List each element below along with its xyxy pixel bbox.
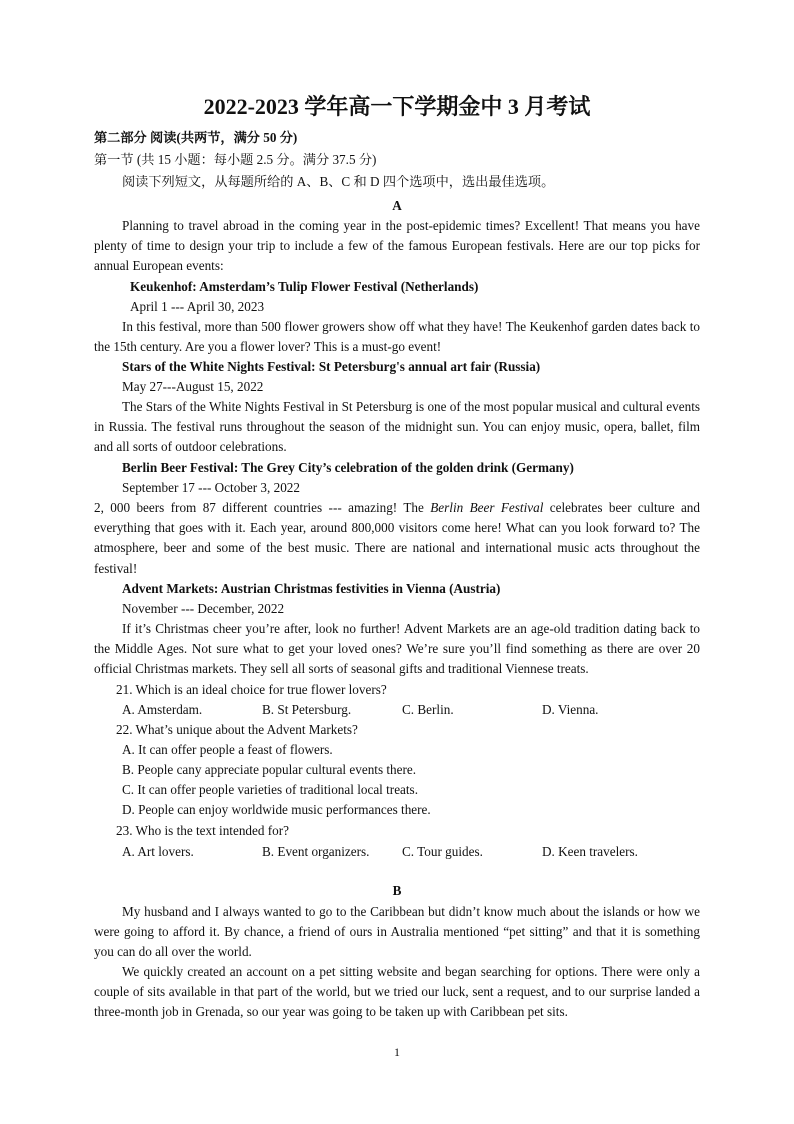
- page-number: 1: [394, 1045, 400, 1059]
- event-3-heading: Berlin Beer Festival: The Grey City’s celebration of the golden drink (Germany): [122, 460, 574, 475]
- question-23-stem: 23. Who is the text intended for?: [116, 823, 289, 838]
- event-2-body: The Stars of the White Nights Festival in St Petersburg is one of the most popular musical and cultural events in Russia. The festival runs throughout the season of the midnight sun. You can enjoy music, opera, ballet, film and all sorts of outdoor celebrations.: [94, 399, 700, 455]
- question-22-option-d: D. People can enjoy worldwide music performances there.: [122, 802, 431, 817]
- page-title: 2022-2023 学年高一下学期金中 3 月考试: [203, 94, 591, 119]
- section-subsection: 第一节 (共 15 小题：每小题 2.5 分。满分 37.5 分): [94, 152, 377, 167]
- event-3-body-pre: 2, 000 beers from 87 different countries --- amazing! The: [94, 500, 431, 515]
- question-21-option-a: A. Amsterdam.: [122, 702, 203, 717]
- event-3-body-em: Berlin Beer Festival: [430, 500, 544, 515]
- event-2-heading: Stars of the White Nights Festival: St Petersburg's annual art fair (Russia): [122, 359, 541, 374]
- question-22-option-c: C. It can offer people varieties of traditional local treats.: [122, 782, 418, 797]
- passage-a-label: A: [392, 198, 402, 213]
- section-part-text: 第二部分 阅读(共两节，满分 50 分): [94, 130, 298, 145]
- question-23-option-b: B. Event organizers.: [262, 844, 370, 859]
- section-instruction: 阅读下列短文，从每题所给的 A、B、C 和 D 四个选项中，选出最佳选项。: [122, 174, 555, 189]
- section-part-heading: [94, 128, 706, 148]
- question-23-option-d: D. Keen travelers.: [542, 844, 638, 859]
- question-21-stem: 21. Which is an ideal choice for true flower lovers?: [116, 682, 387, 697]
- passage-b-paragraph-1: My husband and I always wanted to go to the Caribbean but didn’t know much about the islands or how we were going to afford it. By chance, a friend of ours in Australia mentioned “pet sitting” and that it is something you can do all over the world.: [94, 904, 700, 960]
- event-3-body-post: celebrates beer culture and everything that goes with it. Each year, around 800,000 visitors come here! What can you look forward to? The atmosphere, beer and some of the best music. There are national and international music acts throughout the festival!: [94, 500, 700, 576]
- question-23-option-a: A. Art lovers.: [122, 844, 194, 859]
- event-3-body: [94, 498, 700, 579]
- question-21-option-c: C. Berlin.: [402, 702, 454, 717]
- event-3-date: September 17 --- October 3, 2022: [122, 480, 300, 495]
- question-22-option-a: A. It can offer people a feast of flowers.: [122, 742, 333, 757]
- question-22-stem: 22. What’s unique about the Advent Markets?: [116, 722, 358, 737]
- event-4-heading: Advent Markets: Austrian Christmas festivities in Vienna (Austria): [122, 581, 501, 596]
- event-4-body: If it’s Christmas cheer you’re after, look no further! Advent Markets are an age-old tradition dating back to the Middle Ages. Not sure what to get your loved ones? We’re sure you’ll find something as there are over 20 official Christmas markets. They sell all sorts of seasonal gifts and traditional Viennese treats.: [94, 621, 700, 677]
- event-4-date: November --- December, 2022: [122, 601, 285, 616]
- event-1-heading: Keukenhof: Amsterdam’s Tulip Flower Festival (Netherlands): [130, 279, 479, 294]
- passage-b-label: B: [392, 883, 402, 898]
- question-21-option-b: B. St Petersburg.: [262, 702, 352, 717]
- event-1-date: April 1 --- April 30, 2023: [130, 299, 265, 314]
- passage-b-paragraph-2: We quickly created an account on a pet sitting website and began searching for options. There were only a couple of sits available in that part of the world, but we tried our luck, sent a request, and to our surprise landed a three-month job in Grenada, so our year was going to be taken up with Caribbean pet sits.: [94, 964, 700, 1020]
- question-23-option-c: C. Tour guides.: [402, 844, 483, 859]
- event-1-body: In this festival, more than 500 flower growers show off what they have! The Keukenhof garden dates back to the 15th century. Are you a flower lover? This is a must-go event!: [94, 319, 700, 355]
- event-2-date: May 27---August 15, 2022: [122, 379, 264, 394]
- question-22-option-b: B. People cany appreciate popular cultural events there.: [122, 762, 417, 777]
- passage-a-intro: Planning to travel abroad in the coming year in the post-epidemic times? Excellent! That means you have plenty of time to design your trip to include a few of the famous European festivals. Here are our top picks for annual European events:: [94, 218, 700, 274]
- question-21-option-d: D. Vienna.: [542, 702, 599, 717]
